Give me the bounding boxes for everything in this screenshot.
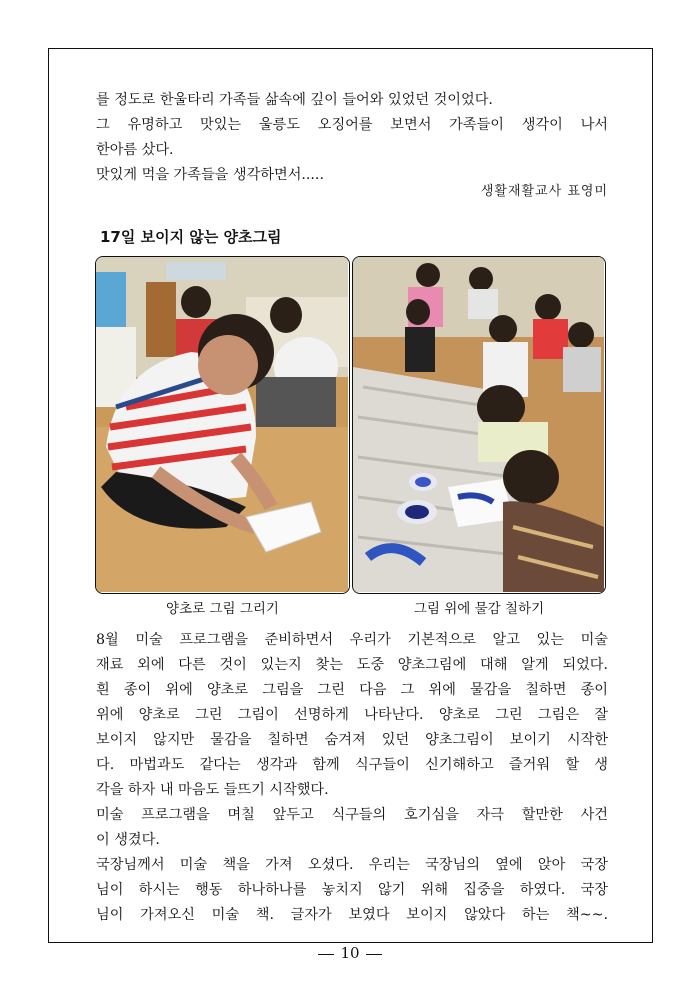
text-line: 재료 외에 다른 것이 있는지 찾는 도중 양초그림에 대해 알게 되었다.	[96, 657, 608, 673]
text-line: 위에 양초로 그린 그림이 선명하게 나타난다. 양초로 그린 그림은 잘	[96, 707, 608, 723]
text-line: 보이지 않지만 물감을 칠하면 숨겨져 있던 양초그림이 보이기 시작한	[96, 732, 608, 748]
page-number-value: 10	[340, 944, 360, 962]
photo-candle-drawing-image	[96, 257, 348, 592]
text-line: 미술 프로그램을 며칠 앞두고 식구들의 호기심을 자극 할만한 사건	[96, 807, 608, 823]
text-line: 를 정도로 한울타리 가족들 삶속에 깊이 들어와 있었던 것이었다.	[96, 92, 493, 108]
author-signature: 생활재활교사 표영미	[480, 184, 608, 199]
text-line: 이 생겼다.	[96, 832, 160, 848]
photo-candle-drawing	[95, 256, 350, 594]
text-line: 흰 종이 위에 양초로 그림을 그린 다음 그 위에 물감을 칠하면 종이	[96, 682, 608, 698]
text-line: 각을 하자 내 마음도 들뜨기 시작했다.	[96, 782, 329, 798]
page-number	[0, 944, 700, 962]
section-heading: 17일 보이지 않는 양초그림	[100, 228, 282, 246]
top-paragraph	[96, 88, 608, 188]
dash-right	[366, 954, 382, 955]
text-line: 한아름 샀다.	[96, 142, 174, 158]
photo-paint-over	[352, 256, 606, 594]
text-line: 님이 하시는 행동 하나하나를 놓치지 않기 위해 집중을 하였다. 국장	[96, 882, 608, 898]
photo-caption-left: 양초로 그림 그리기	[166, 601, 279, 617]
text-line: 그 유명하고 맛있는 울릉도 오징어를 보면서 가족들이 생각이 나서	[96, 117, 608, 133]
text-line: 국장님께서 미술 책을 가져 오셨다. 우리는 국장님의 옆에 앉아 국장	[96, 857, 608, 873]
photo-caption-right: 그림 위에 물감 칠하기	[413, 601, 545, 617]
text-line: 맛있게 먹을 가족들을 생각하면서.....	[96, 167, 324, 183]
dash-left	[318, 954, 334, 955]
photo-paint-over-image	[353, 257, 604, 592]
text-line: 님이 가져오신 미술 책. 글자가 보였다 보이지 않았다 하는 책~~.	[96, 907, 608, 923]
text-line: 8월 미술 프로그램을 준비하면서 우리가 기본적으로 알고 있는 미술	[96, 632, 608, 648]
body-paragraph	[96, 628, 608, 928]
text-line: 다. 마법과도 같다는 생각과 함께 식구들이 신기해하고 즐거워 할 생	[96, 757, 608, 773]
